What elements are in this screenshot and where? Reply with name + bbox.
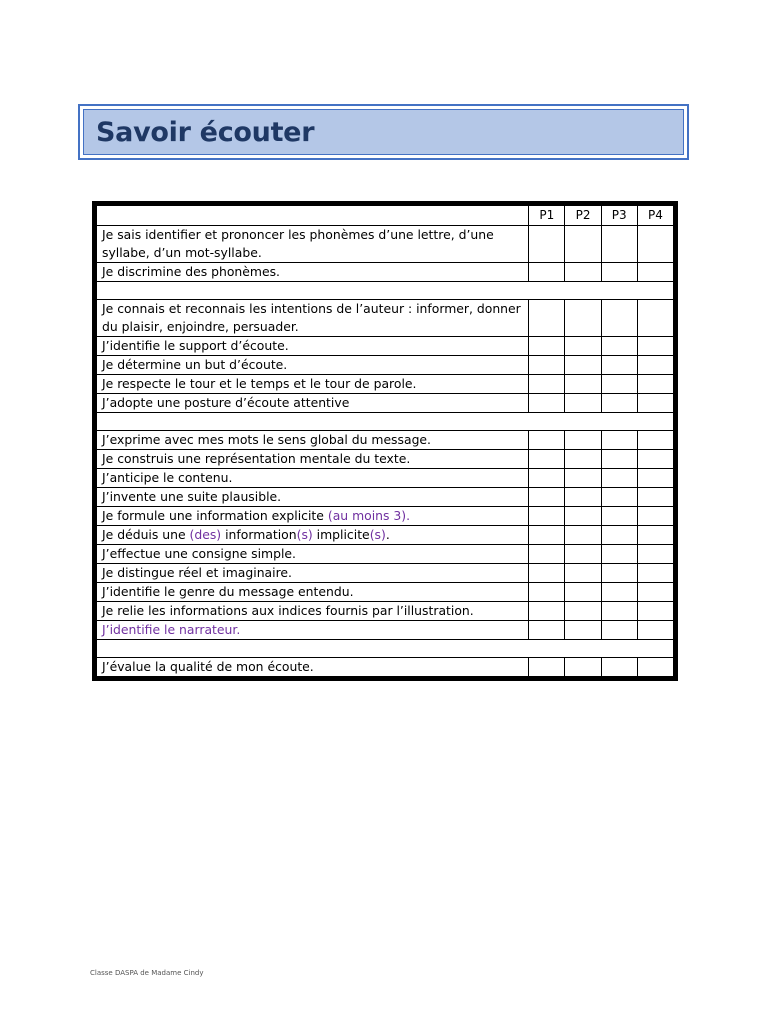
highlighted-text: (s) [369, 527, 386, 542]
check-cell-p2[interactable] [565, 431, 601, 450]
header-period-2: P2 [565, 206, 601, 226]
check-cell-p3[interactable] [601, 300, 637, 337]
check-cell-p2[interactable] [565, 602, 601, 621]
highlighted-text: (s) [296, 527, 313, 542]
competency-text [97, 507, 529, 526]
competency-text: J’identifie le support d’écoute. [97, 337, 529, 356]
evaluation-grid [92, 201, 678, 681]
check-cell-p3[interactable] [601, 226, 637, 263]
check-cell-p2[interactable] [565, 621, 601, 640]
check-cell-p3[interactable] [601, 394, 637, 413]
check-cell-p1[interactable] [529, 300, 565, 337]
competency-text: Je détermine un but d’écoute. [97, 356, 529, 375]
check-cell-p4[interactable] [637, 602, 673, 621]
table-row [97, 394, 674, 413]
highlighted-text: (des) [189, 527, 222, 542]
separator-row [97, 282, 674, 300]
header-period-4: P4 [637, 206, 673, 226]
competency-text [97, 526, 529, 545]
text-segment: implicite [312, 527, 370, 542]
table-row [97, 658, 674, 677]
separator-cell [97, 640, 674, 658]
check-cell-p4[interactable] [637, 450, 673, 469]
text-segment: . [385, 527, 390, 542]
check-cell-p2[interactable] [565, 488, 601, 507]
header-period-3: P3 [601, 206, 637, 226]
separator-cell [97, 282, 674, 300]
table-row [97, 564, 674, 583]
evaluation-table [96, 205, 674, 677]
check-cell-p1[interactable] [529, 263, 565, 282]
check-cell-p4[interactable] [637, 394, 673, 413]
check-cell-p2[interactable] [565, 300, 601, 337]
table-row [97, 337, 674, 356]
check-cell-p4[interactable] [637, 507, 673, 526]
competency-text: Je relie les informations aux indices fournis par l’illustration. [97, 602, 529, 621]
check-cell-p4[interactable] [637, 488, 673, 507]
check-cell-p1[interactable] [529, 337, 565, 356]
competency-text [97, 621, 529, 640]
check-cell-p1[interactable] [529, 526, 565, 545]
table-row [97, 450, 674, 469]
check-cell-p1[interactable] [529, 431, 565, 450]
competency-text: J’invente une suite plausible. [97, 488, 529, 507]
competency-text: J’adopte une posture d’écoute attentive [97, 394, 529, 413]
text-segment: Je déduis une [102, 527, 190, 542]
check-cell-p3[interactable] [601, 545, 637, 564]
check-cell-p1[interactable] [529, 545, 565, 564]
check-cell-p4[interactable] [637, 226, 673, 263]
competency-text: J’identifie le genre du message entendu. [97, 583, 529, 602]
table-row [97, 226, 674, 263]
check-cell-p1[interactable] [529, 658, 565, 677]
check-cell-p2[interactable] [565, 226, 601, 263]
check-cell-p3[interactable] [601, 356, 637, 375]
check-cell-p2[interactable] [565, 469, 601, 488]
check-cell-p3[interactable] [601, 337, 637, 356]
check-cell-p4[interactable] [637, 621, 673, 640]
highlighted-text: (au moins 3) [327, 508, 407, 523]
check-cell-p1[interactable] [529, 564, 565, 583]
check-cell-p4[interactable] [637, 564, 673, 583]
check-cell-p2[interactable] [565, 263, 601, 282]
check-cell-p4[interactable] [637, 658, 673, 677]
check-cell-p1[interactable] [529, 583, 565, 602]
competency-text: Je discrimine des phonèmes. [97, 263, 529, 282]
competency-text: J’anticipe le contenu. [97, 469, 529, 488]
table-row [97, 583, 674, 602]
check-cell-p3[interactable] [601, 658, 637, 677]
table-body [97, 206, 674, 677]
table-row [97, 488, 674, 507]
check-cell-p4[interactable] [637, 431, 673, 450]
check-cell-p3[interactable] [601, 621, 637, 640]
page-title: Savoir écouter [96, 116, 315, 148]
competency-text: Je connais et reconnais les intentions de l’auteur : informer, donner du plaisir, enjoindre, persuader. [97, 300, 529, 337]
competency-text: Je respecte le tour et le temps et le tour de parole. [97, 375, 529, 394]
competency-text: J’exprime avec mes mots le sens global du message. [97, 431, 529, 450]
check-cell-p3[interactable] [601, 431, 637, 450]
text-segment: Je formule une information explicite [102, 508, 328, 523]
check-cell-p1[interactable] [529, 507, 565, 526]
check-cell-p2[interactable] [565, 507, 601, 526]
check-cell-p1[interactable] [529, 450, 565, 469]
check-cell-p3[interactable] [601, 526, 637, 545]
check-cell-p3[interactable] [601, 564, 637, 583]
check-cell-p2[interactable] [565, 356, 601, 375]
competency-text: J’évalue la qualité de mon écoute. [97, 658, 529, 677]
header-blank-cell [97, 206, 529, 226]
footer-credit: Classe DASPA de Madame Cindy [90, 969, 204, 977]
competency-text: Je construis une représentation mentale du texte. [97, 450, 529, 469]
check-cell-p1[interactable] [529, 226, 565, 263]
table-row [97, 263, 674, 282]
table-row [97, 356, 674, 375]
text-segment: information [221, 527, 297, 542]
check-cell-p2[interactable] [565, 564, 601, 583]
check-cell-p4[interactable] [637, 300, 673, 337]
check-cell-p2[interactable] [565, 394, 601, 413]
competency-text: Je distingue réel et imaginaire. [97, 564, 529, 583]
check-cell-p4[interactable] [637, 263, 673, 282]
competency-text: Je sais identifier et prononcer les phonèmes d’une lettre, d’une syllabe, d’un mot-syllabe. [97, 226, 529, 263]
separator-cell [97, 413, 674, 431]
separator-row [97, 413, 674, 431]
check-cell-p2[interactable] [565, 375, 601, 394]
table-row [97, 602, 674, 621]
check-cell-p4[interactable] [637, 337, 673, 356]
check-cell-p3[interactable] [601, 263, 637, 282]
check-cell-p1[interactable] [529, 621, 565, 640]
check-cell-p3[interactable] [601, 602, 637, 621]
separator-row [97, 640, 674, 658]
check-cell-p3[interactable] [601, 507, 637, 526]
table-row [97, 431, 674, 450]
table-row [97, 469, 674, 488]
table-row [97, 621, 674, 640]
check-cell-p1[interactable] [529, 356, 565, 375]
check-cell-p2[interactable] [565, 583, 601, 602]
header-period-1: P1 [529, 206, 565, 226]
table-row [97, 300, 674, 337]
competency-text: J’effectue une consigne simple. [97, 545, 529, 564]
check-cell-p1[interactable] [529, 375, 565, 394]
title-banner [83, 109, 684, 155]
check-cell-p4[interactable] [637, 469, 673, 488]
highlighted-text: J’identifie le narrateur. [102, 622, 241, 637]
check-cell-p2[interactable] [565, 545, 601, 564]
check-cell-p4[interactable] [637, 356, 673, 375]
check-cell-p1[interactable] [529, 602, 565, 621]
table-row [97, 526, 674, 545]
check-cell-p3[interactable] [601, 583, 637, 602]
title-box [78, 104, 689, 160]
check-cell-p4[interactable] [637, 583, 673, 602]
check-cell-p2[interactable] [565, 526, 601, 545]
check-cell-p4[interactable] [637, 545, 673, 564]
table-row [97, 507, 674, 526]
check-cell-p1[interactable] [529, 469, 565, 488]
check-cell-p3[interactable] [601, 375, 637, 394]
check-cell-p2[interactable] [565, 337, 601, 356]
highlighted-text: . [406, 508, 411, 523]
check-cell-p4[interactable] [637, 375, 673, 394]
check-cell-p3[interactable] [601, 488, 637, 507]
check-cell-p3[interactable] [601, 450, 637, 469]
table-header-row [97, 206, 674, 226]
table-row [97, 545, 674, 564]
check-cell-p1[interactable] [529, 488, 565, 507]
table-row [97, 375, 674, 394]
check-cell-p2[interactable] [565, 658, 601, 677]
check-cell-p4[interactable] [637, 526, 673, 545]
check-cell-p1[interactable] [529, 394, 565, 413]
check-cell-p3[interactable] [601, 469, 637, 488]
check-cell-p2[interactable] [565, 450, 601, 469]
